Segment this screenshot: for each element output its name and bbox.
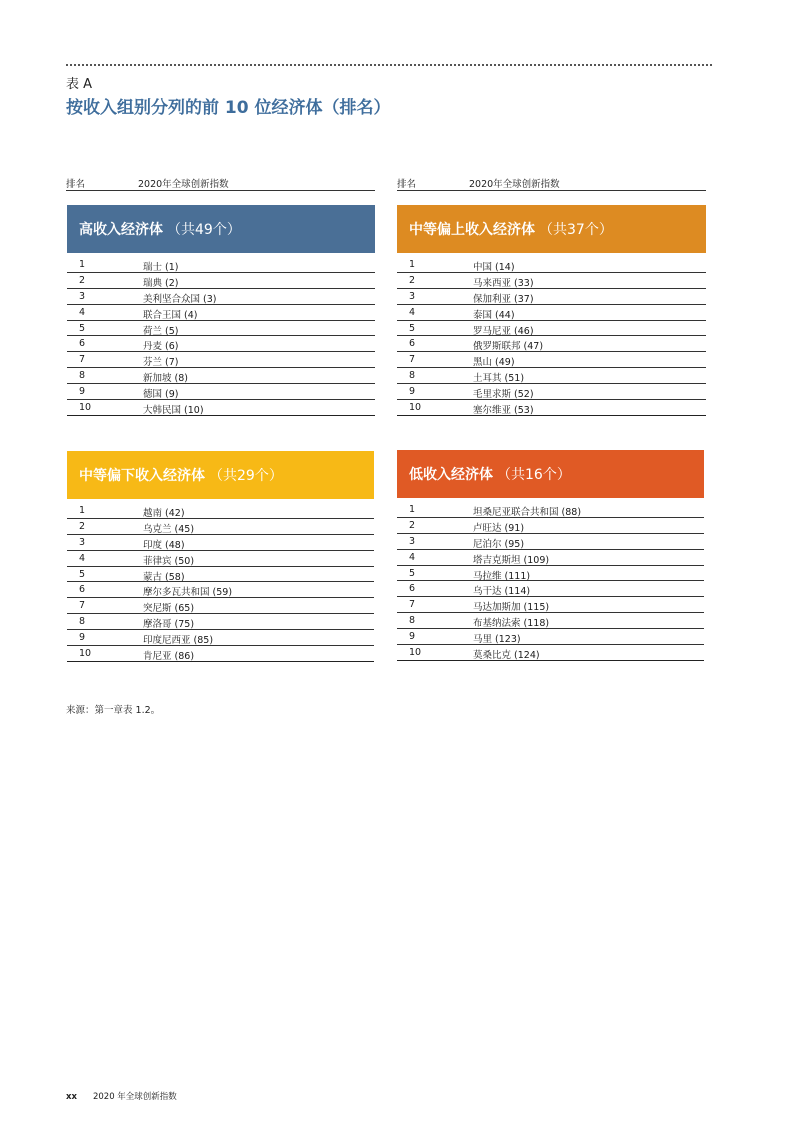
table-row: 8 土耳其 (51) [397, 368, 706, 384]
panel-header [67, 205, 375, 253]
page-footer [66, 1090, 177, 1102]
group-title: 高收入经济体 [79, 222, 163, 238]
table-row: 9 毛里求斯 (52) [397, 384, 706, 400]
ranking-list [397, 502, 704, 661]
table-row: 9 德国 (9) [67, 384, 375, 400]
table-row: 4 泰国 (44) [397, 305, 706, 321]
table-label: 表 A [66, 77, 93, 92]
table-row: 2 瑞典 (2) [67, 273, 375, 289]
table-row: 5 罗马尼亚 (46) [397, 321, 706, 337]
group-count: （共49个） [167, 222, 241, 238]
table-row: 10 大韩民国 (10) [67, 400, 375, 416]
group-count: （共37个） [539, 222, 613, 238]
table-row: 4 联合王国 (4) [67, 305, 375, 321]
table-row: 2 卢旺达 (91) [397, 518, 704, 534]
table-row: 4 塔吉克斯坦 (109) [397, 550, 704, 566]
table-row: 3 美利坚合众国 (3) [67, 289, 375, 305]
page-number: xx [66, 1092, 77, 1102]
column-header-left [66, 176, 375, 191]
table-row: 5 蒙古 (58) [67, 567, 374, 583]
footer-text: 2020 年全球创新指数 [92, 1092, 177, 1102]
table-row: 1 中国 (14) [397, 257, 706, 273]
top-dotted-rule [66, 64, 712, 66]
table-row: 4 菲律宾 (50) [67, 551, 374, 567]
table-row: 9 马里 (123) [397, 629, 704, 645]
table-row: 7 芬兰 (7) [67, 352, 375, 368]
table-row: 1 瑞士 (1) [67, 257, 375, 273]
table-row: 1 坦桑尼亚联合共和国 (88) [397, 502, 704, 518]
table-row: 3 尼泊尔 (95) [397, 534, 704, 550]
panel-high-income [67, 205, 375, 416]
table-row: 6 摩尔多瓦共和国 (59) [67, 582, 374, 598]
ranking-list [397, 257, 706, 416]
table-row: 1 越南 (42) [67, 503, 374, 519]
index-header: 2020年全球创新指数 [469, 179, 560, 190]
table-row: 5 荷兰 (5) [67, 321, 375, 337]
table-row: 10 塞尔维亚 (53) [397, 400, 706, 416]
table-row: 8 布基纳法索 (118) [397, 613, 704, 629]
group-title: 低收入经济体 [409, 467, 493, 483]
column-header-right [397, 176, 706, 191]
panel-header [67, 451, 374, 499]
table-row: 5 马拉维 (111) [397, 566, 704, 582]
rank-header: 排名 [66, 179, 86, 190]
table-row: 8 新加坡 (8) [67, 368, 375, 384]
page-title: 按收入组别分列的前 10 位经济体（排名） [66, 98, 391, 118]
index-header: 2020年全球创新指数 [138, 179, 229, 190]
table-row: 6 丹麦 (6) [67, 336, 375, 352]
table-row: 6 乌干达 (114) [397, 581, 704, 597]
ranking-list [67, 503, 374, 662]
table-row: 2 乌克兰 (45) [67, 519, 374, 535]
ranking-list [67, 257, 375, 416]
table-row: 7 突尼斯 (65) [67, 598, 374, 614]
panel-header [397, 205, 706, 253]
table-row: 10 肯尼亚 (86) [67, 646, 374, 662]
group-count: （共29个） [209, 468, 283, 484]
table-row: 7 马达加斯加 (115) [397, 597, 704, 613]
table-row: 6 俄罗斯联邦 (47) [397, 336, 706, 352]
rank-header: 排名 [397, 179, 417, 190]
source-note: 来源：第一章表 1.2。 [66, 705, 161, 716]
table-row: 9 印度尼西亚 (85) [67, 630, 374, 646]
group-title: 中等偏下收入经济体 [79, 468, 205, 484]
panel-lower-middle-income [67, 451, 374, 662]
table-row: 2 马来西亚 (33) [397, 273, 706, 289]
table-row: 3 印度 (48) [67, 535, 374, 551]
table-row: 8 摩洛哥 (75) [67, 614, 374, 630]
table-row: 3 保加利亚 (37) [397, 289, 706, 305]
table-row: 7 黑山 (49) [397, 352, 706, 368]
panel-header [397, 450, 704, 498]
group-title: 中等偏上收入经济体 [409, 222, 535, 238]
group-count: （共16个） [497, 467, 571, 483]
panel-low-income [397, 450, 704, 661]
table-row: 10 莫桑比克 (124) [397, 645, 704, 661]
panel-upper-middle-income [397, 205, 706, 416]
